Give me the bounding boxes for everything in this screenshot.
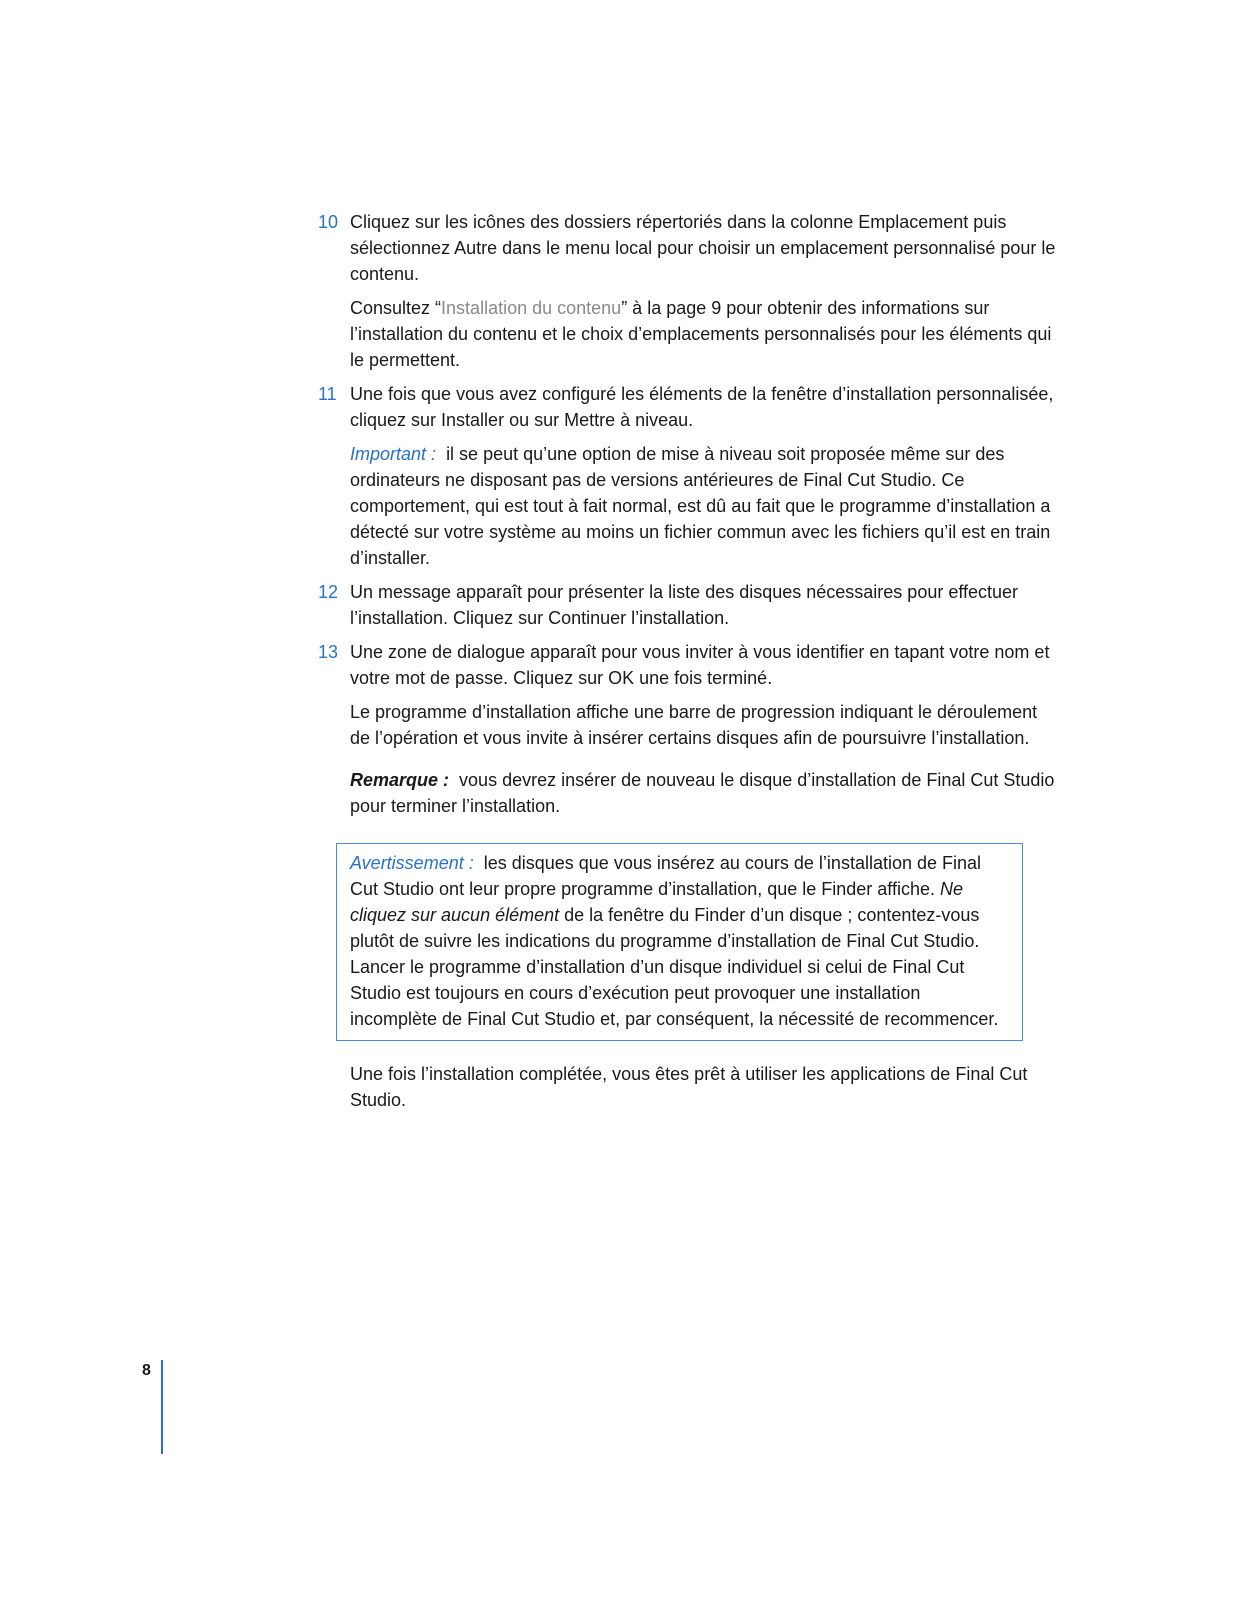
important-note <box>318 441 1058 571</box>
warning-label: Avertissement : <box>350 853 474 873</box>
consult-before: Consultez “ <box>350 298 442 318</box>
page-number: 8 <box>142 1362 151 1379</box>
page-rule <box>161 1360 163 1454</box>
remarque-note <box>318 767 1058 819</box>
step-number: 11 <box>318 384 337 404</box>
remarque-text: vous devrez insérer de nouveau le disque d’installation de Final Cut Studio pour terminer l’installation. <box>350 770 1055 816</box>
important-text: il se peut qu’une option de mise à niveau soit proposée même sur des ordinateurs ne disposant pas de versions antérieures de Final Cut Studio. Ce comportement, qui est tout à fait normal, est dû au fait que le programme d’installation a détecté sur votre système au moins un fichier commun avec les fichiers qu’il est en train d’installer. <box>350 444 1051 568</box>
step-text: Une fois que vous avez configuré les éléments de la fenêtre d’installation personnalisée, cliquez sur Installer ou sur Mettre à niveau. <box>350 384 1054 430</box>
step-10 <box>318 209 1058 287</box>
important-label: Important : <box>350 444 437 464</box>
content-installation-link[interactable]: Installation du contenu <box>441 298 622 318</box>
step-number: 13 <box>318 642 339 662</box>
warning-text-2: de la fenêtre du Finder d’un disque ; contentez-vous plutôt de suivre les indications du programme d’installation de Final Cut Studio. Lancer le programme d’installation d’un disque individuel si celui de Final Cut Studio est toujours en cours d’exécution peut provoquer une installation incomplète de Final Cut Studio et, par conséquent, la nécessité de recommencer. <box>350 905 999 1029</box>
step-text: Cliquez sur les icônes des dossiers répertoriés dans la colonne Emplacement puis sélectionnez Autre dans le menu local pour choisir un emplacement personnalisé pour le contenu. <box>350 212 1056 284</box>
step-number: 10 <box>318 212 339 232</box>
step-number: 12 <box>318 582 339 602</box>
consult-after: ” à la page 9 pour obtenir des informations sur l’installation du contenu et le choix d’emplacements personnalisés pour les éléments qui le permettent. <box>350 298 1052 370</box>
step-11 <box>318 381 1058 433</box>
warning-italic: Ne cliquez sur aucun élément <box>350 879 964 925</box>
document-body <box>318 209 1058 1113</box>
warning-text-1: les disques que vous insérez au cours de l’installation de Final Cut Studio ont leur propre programme d’installation, que le Finder affiche. <box>350 853 982 899</box>
warning-box <box>336 843 1023 1041</box>
consult-paragraph <box>318 295 1058 373</box>
progress-paragraph: Le programme d’installation affiche une barre de progression indiquant le déroulement de l’opération et vous invite à insérer certains disques afin de poursuivre l’installation. <box>350 702 1038 748</box>
step-text: Une zone de dialogue apparaît pour vous inviter à vous identifier en tapant votre nom et votre mot de passe. Cliquez sur OK une fois terminé. <box>350 642 1050 688</box>
closing-paragraph: Une fois l’installation complétée, vous êtes prêt à utiliser les applications de Final Cut Studio. <box>350 1064 1028 1110</box>
step-13 <box>318 639 1058 691</box>
step-12 <box>318 579 1058 631</box>
step-text: Un message apparaît pour présenter la liste des disques nécessaires pour effectuer l’installation. Cliquez sur Continuer l’installation. <box>350 582 1019 628</box>
remarque-label: Remarque : <box>350 770 450 790</box>
